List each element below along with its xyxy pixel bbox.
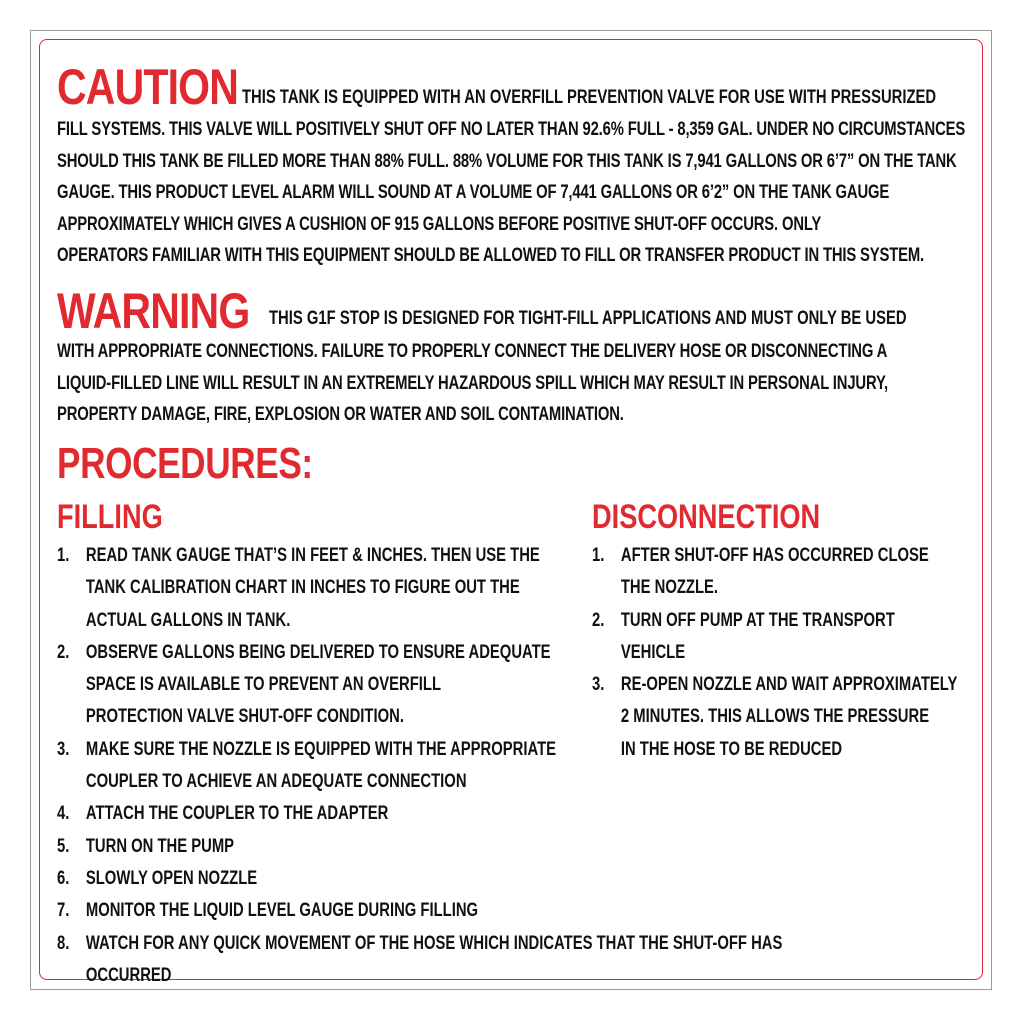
disconnection-title: DISCONNECTION xyxy=(592,498,821,536)
step-text-line: READ TANK GAUGE THAT’S IN FEET & INCHES. THEN USE THE xyxy=(85,545,540,566)
caution-line: GAUGE. THIS PRODUCT LEVEL ALARM WILL SOUND AT A VOLUME OF 7,441 GALLONS OR 6’2” ON THE TANK GAUGE xyxy=(57,182,890,203)
caution-line: APPROXIMATELY WHICH GIVES A CUSHION OF 915 GALLONS BEFORE POSITIVE SHUT-OFF OCCURS. ONLY xyxy=(57,213,822,235)
caution-paragraph xyxy=(57,114,981,272)
warning-line: LIQUID-FILLED LINE WILL RESULT IN AN EXTREMELY HAZARDOUS SPILL WHICH MAY RESULT IN PERSONAL INJURY, xyxy=(57,372,889,394)
step-number: 7. xyxy=(57,900,70,922)
step-number: 1. xyxy=(592,545,605,566)
warning-paragraph xyxy=(57,336,981,431)
procedures-title: PROCEDURES: xyxy=(57,439,313,488)
step-number: 2. xyxy=(592,609,605,631)
step-text-line: TANK CALIBRATION CHART IN INCHES TO FIGURE OUT THE xyxy=(85,577,520,599)
step-text-line: MONITOR THE LIQUID LEVEL GAUGE DURING FILLING xyxy=(85,900,479,922)
caution-first-line: THIS TANK IS EQUIPPED WITH AN OVERFILL PREVENTION VALVE FOR USE WITH PRESSURIZED xyxy=(242,87,937,108)
step-number: 6. xyxy=(57,867,70,889)
filling-step xyxy=(57,928,837,993)
caution-line: SHOULD THIS TANK BE FILLED MORE THAN 88% FULL. 88% VOLUME FOR THIS TANK IS 7,941 GALLONS OR 6’7” ON THE TANK xyxy=(57,150,957,172)
step-text-line: ATTACH THE COUPLER TO THE ADAPTER xyxy=(85,803,389,825)
caution-line: FILL SYSTEMS. THIS VALVE WILL POSITIVELY SHUT OFF NO LATER THAN 92.6% FULL - 8,359 GAL. UNDER NO CIRCUMSTANCES xyxy=(57,119,966,140)
step-text-line: MAKE SURE THE NOZZLE IS EQUIPPED WITH THE APPROPRIATE xyxy=(85,738,557,760)
step-text-line: IN THE HOSE TO BE REDUCED xyxy=(620,738,843,760)
filling-step xyxy=(57,863,837,895)
step-number: 8. xyxy=(57,932,70,954)
step-text-line: SPACE IS AVAILABLE TO PREVENT AN OVERFILL xyxy=(85,674,442,696)
step-text-line: COUPLER TO ACHIEVE AN ADEQUATE CONNECTION xyxy=(85,771,467,793)
step-text-line: TURN ON THE PUMP xyxy=(85,835,235,857)
warning-line: WITH APPROPRIATE CONNECTIONS. FAILURE TO PROPERLY CONNECT THE DELIVERY HOSE OR DISCONNECTING A xyxy=(57,341,888,362)
filling-step xyxy=(57,798,837,830)
step-text-line: AFTER SHUT-OFF HAS OCCURRED CLOSE xyxy=(620,545,929,566)
step-text-line: ACTUAL GALLONS IN TANK. xyxy=(85,609,291,631)
disconnection-steps-list xyxy=(592,540,972,766)
warning-heading: WARNING xyxy=(57,283,250,339)
step-number: 5. xyxy=(57,835,70,857)
filling-step xyxy=(57,831,837,863)
step-number: 3. xyxy=(57,738,70,760)
step-text-line: RE-OPEN NOZZLE AND WAIT APPROXIMATELY xyxy=(620,674,958,696)
step-number: 2. xyxy=(57,641,70,663)
caution-line: OPERATORS FAMILIAR WITH THIS EQUIPMENT SHOULD BE ALLOWED TO FILL OR TRANSFER PRODUCT IN THIS SYSTEM. xyxy=(57,245,925,266)
filling-step xyxy=(57,895,837,927)
step-text-line: PROTECTION VALVE SHUT-OFF CONDITION. xyxy=(85,706,404,728)
warning-line: PROPERTY DAMAGE, FIRE, EXPLOSION OR WATER AND SOIL CONTAMINATION. xyxy=(57,404,624,425)
caution-heading: CAUTION xyxy=(57,59,239,115)
step-text-line: 2 MINUTES. THIS ALLOWS THE PRESSURE xyxy=(620,706,930,728)
disconnection-step xyxy=(592,605,1024,670)
disconnection-step xyxy=(592,540,1024,605)
filling-title: FILLING xyxy=(57,498,163,536)
step-number: 4. xyxy=(57,803,70,825)
step-text-line: THE NOZZLE. xyxy=(620,577,719,599)
step-text-line: VEHICLE xyxy=(620,641,686,663)
step-number: 1. xyxy=(57,545,70,566)
step-text-line: TURN OFF PUMP AT THE TRANSPORT xyxy=(620,609,895,631)
step-text-line: WATCH FOR ANY QUICK MOVEMENT OF THE HOSE WHICH INDICATES THAT THE SHUT-OFF HAS OCCURRED xyxy=(85,932,783,986)
disconnection-step xyxy=(592,669,1024,766)
warning-first-line: THIS G1F STOP IS DESIGNED FOR TIGHT-FILL APPLICATIONS AND MUST ONLY BE USED xyxy=(269,308,907,329)
step-text-line: SLOWLY OPEN NOZZLE xyxy=(85,867,258,889)
step-text-line: OBSERVE GALLONS BEING DELIVERED TO ENSURE ADEQUATE xyxy=(85,641,551,663)
step-number: 3. xyxy=(592,674,605,696)
